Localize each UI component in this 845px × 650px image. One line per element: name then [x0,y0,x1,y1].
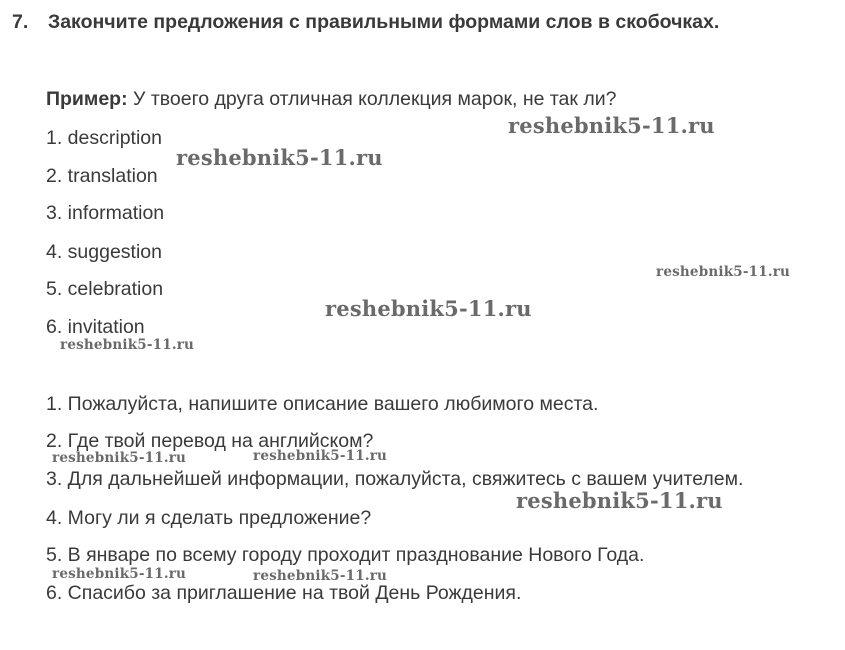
word-item: 1. description [46,127,162,149]
task-number: 7. [12,11,29,33]
task-heading [12,11,719,34]
sentence-item: 4. Могу ли я сделать предложение? [46,507,372,529]
watermark: reshebnik5-11.ru [253,448,388,464]
example-line [46,88,616,111]
watermark: reshebnik5-11.ru [253,568,388,584]
word-item: 2. translation [46,165,158,187]
word-item: 5. celebration [46,278,164,300]
sentence-item: 5. В январе по всему городу проходит празднование Нового Года. [46,544,645,566]
word-item: 4. suggestion [46,241,163,263]
word-item: 3. information [46,202,165,224]
watermark: reshebnik5-11.ru [52,450,187,466]
watermark: reshebnik5-11.ru [60,337,195,353]
sentence-item: 6. Спасибо за приглашение на твой День Рождения. [46,582,522,604]
sentence-item: 3. Для дальнейшей информации, пожалуйста, свяжитесь с вашем учителем. [46,468,744,490]
sentence-item: 2. Где твой перевод на английском? [46,430,374,452]
example-text: У твоего друга отличная коллекция марок, не так ли? [133,88,617,110]
watermark: reshebnik5-11.ru [656,264,791,280]
task-title: Закончите предложения с правильными формами слов в скобочках. [48,11,720,33]
sentence-item: 1. Пожалуйста, напишите описание вашего любимого места. [46,393,599,415]
watermark: reshebnik5-11.ru [325,296,532,321]
watermark: reshebnik5-11.ru [516,488,723,513]
watermark: reshebnik5-11.ru [508,113,715,138]
example-label: Пример: [46,88,128,110]
watermark: reshebnik5-11.ru [52,566,187,582]
watermark: reshebnik5-11.ru [176,145,383,170]
word-item: 6. invitation [46,316,145,338]
